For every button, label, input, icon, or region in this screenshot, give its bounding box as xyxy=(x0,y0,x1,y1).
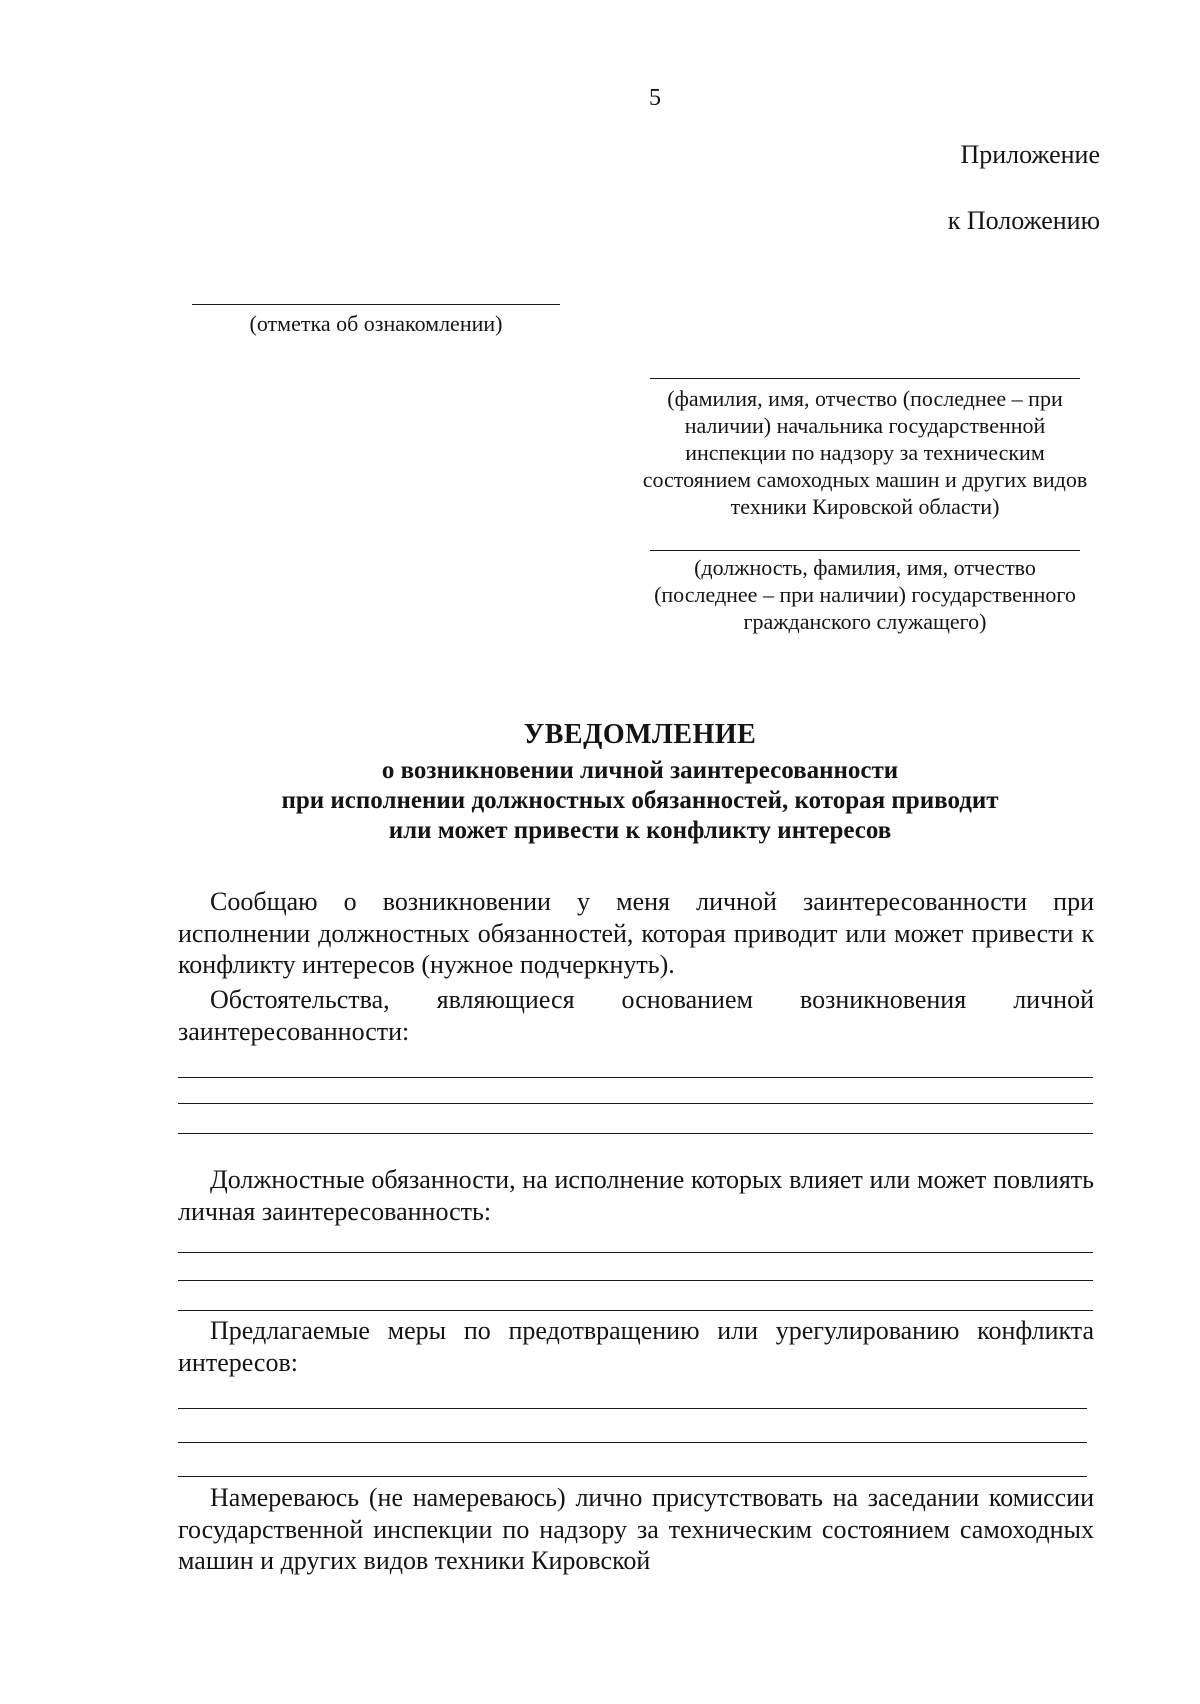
paragraph-duties: Должностные обязанности, на исполнение которых влияет или может повлиять личная заинтересованность: xyxy=(178,1165,1094,1226)
heading-line-1: о возникновении личной заинтересованности xyxy=(381,757,899,784)
heading-line-3: или может привести к конфликту интересов xyxy=(388,817,892,844)
paragraph-measures: Предлагаемые меры по предотвращению или урегулированию конфликта интересов: xyxy=(178,1316,1094,1377)
head-name-caption: (фамилия, имя, отчество (последнее – при наличии) начальника государственной инспекции по надзору за техническим состоянием самоходных машин и других видов техники Кировской области) xyxy=(642,386,1088,519)
head-name-line xyxy=(650,378,1080,379)
duties-fill-line xyxy=(178,1280,1093,1281)
appendix-title: Приложение xyxy=(960,140,1100,169)
duties-fill-line xyxy=(178,1252,1093,1253)
paragraph-circumstances: Обстоятельства, являющиеся основанием возникновения личной заинтересованности: xyxy=(178,985,1094,1046)
paragraph-notification: Сообщаю о возникновении у меня личной заинтересованности при исполнении должностных обязанностей, которая приводит или может привести к конфликту интересов (нужное подчеркнуть). xyxy=(178,887,1094,979)
document-heading xyxy=(160,718,1120,846)
circumstances-fill-line xyxy=(178,1103,1093,1104)
appendix-reference: к Положению xyxy=(947,206,1100,235)
acknowledgement-signature-line xyxy=(192,304,560,305)
heading-title: УВЕДОМЛЕНИЕ xyxy=(523,719,757,750)
employee-name-line xyxy=(650,550,1080,551)
measures-fill-line xyxy=(178,1408,1087,1409)
acknowledgement-caption: (отметка об ознакомлении) xyxy=(249,311,503,336)
measures-fill-line xyxy=(178,1476,1087,1477)
duties-fill-line xyxy=(178,1310,1093,1311)
employee-name-caption: (должность, фамилия, имя, отчество (последнее – при наличии) государственного гражданского служащего) xyxy=(654,555,1076,634)
circumstances-fill-line xyxy=(178,1133,1093,1134)
paragraph-attendance: Намереваюсь (не намереваюсь) лично присутствовать на заседании комиссии государственной инспекции по надзору за техническим состоянием самоходных машин и других видов техники Кировской xyxy=(178,1483,1094,1575)
circumstances-fill-line xyxy=(178,1077,1093,1078)
measures-fill-line xyxy=(178,1442,1087,1443)
page-number: 5 xyxy=(649,85,661,111)
heading-line-2: при исполнении должностных обязанностей, которая приводит xyxy=(281,787,999,814)
